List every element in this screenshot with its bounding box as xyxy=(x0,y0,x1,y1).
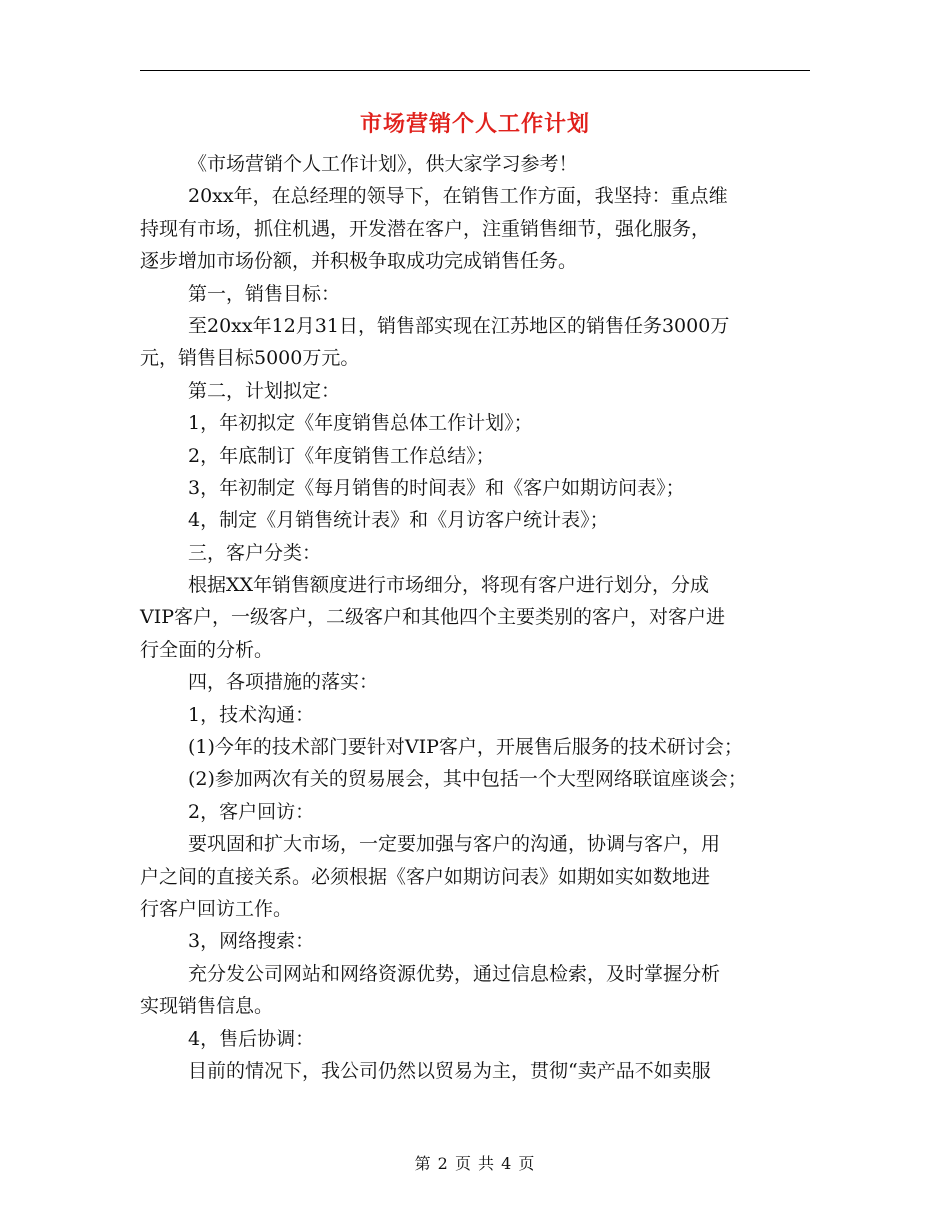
text-line: 1，技术沟通： xyxy=(188,703,315,726)
text-line: 3，网络搜索： xyxy=(188,930,315,953)
text-line: 充分发公司网站和网络资源优势，通过信息检索，及时掌握分析 xyxy=(188,962,721,985)
text-line: 行全面的分析。 xyxy=(140,638,274,661)
document-title: 市场营销个人工作计划 xyxy=(359,111,590,137)
text-line: 2，客户回访： xyxy=(188,800,315,823)
text-line: 2，年底制订《年度销售工作总结》； xyxy=(188,444,495,467)
text-line: 持现有市场，抓住机遇，开发潜在客户，注重销售细节，强化服务， xyxy=(140,217,711,240)
text-line: 逐步增加市场份额，并积极争取成功完成销售任务。 xyxy=(140,250,578,273)
text-line: 行客户回访工作。 xyxy=(140,897,293,920)
text-line: 四，各项措施的落实： xyxy=(188,671,379,694)
text-line: 3，年初制定《每月销售的时间表》和《客户如期访问表》； xyxy=(188,476,685,499)
page-footer: 第 2 页 共 4 页 xyxy=(414,1154,536,1173)
text-line: 4，售后协调： xyxy=(188,1027,315,1050)
text-line: 1，年初拟定《年度销售总体工作计划》； xyxy=(188,412,533,435)
text-line: 第一，销售目标： xyxy=(188,282,341,305)
text-line: 第二，计划拟定： xyxy=(188,379,341,402)
header-rule xyxy=(140,70,810,71)
text-line: 根据XX年销售额度进行市场细分，将现有客户进行划分，分成 xyxy=(188,574,710,597)
text-line: 至20xx年12月31日，销售部实现在江苏地区的销售任务3000万 xyxy=(188,314,730,337)
text-line: 实现销售信息。 xyxy=(140,995,274,1018)
text-line: (1)今年的技术部门要针对VIP客户，开展售后服务的技术研讨会； xyxy=(188,736,743,759)
text-line: 元，销售目标5000万元。 xyxy=(140,347,360,370)
text-line: 目前的情况下，我公司仍然以贸易为主，贯彻“卖产品不如卖服 xyxy=(188,1059,711,1082)
text-line: 20xx年，在总经理的领导下，在销售工作方面，我坚持：重点维 xyxy=(188,185,728,208)
text-line: 要巩固和扩大市场，一定要加强与客户的沟通，协调与客户，用 xyxy=(188,833,721,856)
text-line: 《市场营销个人工作计划》，供大家学习参考！ xyxy=(188,153,578,175)
text-line: (2)参加两次有关的贸易展会，其中包括一个大型网络联谊座谈会； xyxy=(188,768,747,791)
document-body xyxy=(140,148,812,1087)
text-line: 三，客户分类： xyxy=(188,541,322,564)
text-line: 户之间的直接关系。必须根据《客户如期访问表》如期如实如数地进 xyxy=(140,865,711,888)
text-line: 4，制定《月销售统计表》和《月访客户统计表》； xyxy=(188,509,609,532)
text-line: VIP客户，一级客户，二级客户和其他四个主要类别的客户，对客户进 xyxy=(140,606,726,629)
